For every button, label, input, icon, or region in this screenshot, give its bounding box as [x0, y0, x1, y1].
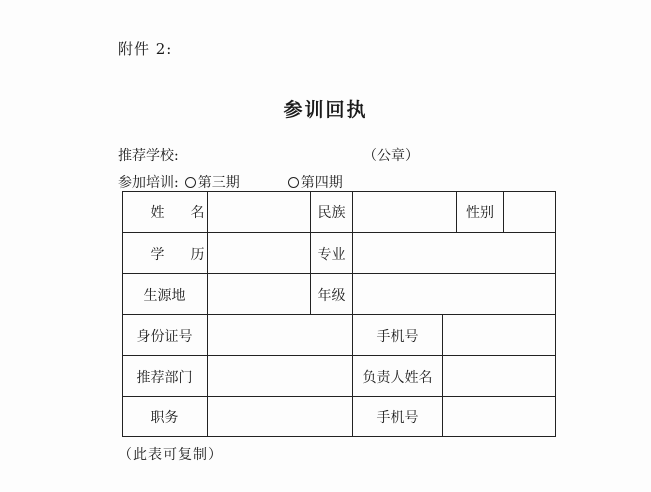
major-input[interactable] [353, 233, 556, 274]
seal-label: （公章） [363, 148, 419, 164]
major-label: 专业 [317, 246, 346, 263]
origin-label: 生源地 [143, 287, 186, 304]
phone-input[interactable] [443, 315, 556, 356]
phone-label: 手机号 [376, 328, 419, 345]
option-fourth-label: 第四期 [300, 175, 343, 191]
department-input[interactable] [208, 356, 352, 397]
ethnicity-label: 民族 [317, 204, 346, 221]
contact-phone-label: 手机号 [376, 410, 419, 426]
name-input[interactable] [208, 191, 310, 232]
footnote: （此表可复制） [118, 447, 223, 463]
education-label: 学历 [150, 246, 231, 263]
training-row [118, 172, 343, 192]
gender-input[interactable] [504, 191, 556, 232]
grade-input[interactable] [353, 274, 556, 315]
education-input[interactable] [208, 233, 310, 274]
training-label: 参加培训: [118, 175, 179, 191]
option-third-label: 第三期 [197, 175, 240, 191]
option-fourth-session[interactable] [288, 172, 343, 192]
contact-person-label: 负责人姓名 [362, 369, 433, 386]
gender-label: 性别 [466, 204, 494, 221]
name-label: 姓名 [150, 204, 231, 221]
contact-person-input[interactable] [443, 356, 556, 397]
department-label: 推荐部门 [136, 369, 193, 386]
attachment-label: 附件 2: [118, 40, 173, 58]
position-label: 职务 [150, 410, 179, 426]
origin-input[interactable] [208, 274, 310, 315]
id-number-input[interactable] [208, 315, 352, 356]
registration-table [122, 191, 556, 437]
option-third-session[interactable] [185, 172, 240, 192]
radio-circle-icon[interactable] [185, 177, 196, 188]
contact-phone-input[interactable] [443, 397, 556, 437]
radio-circle-icon[interactable] [288, 177, 299, 188]
id-number-label: 身份证号 [136, 328, 193, 345]
grade-label: 年级 [317, 287, 346, 304]
recommend-school-label: 推荐学校: [118, 148, 179, 164]
page-title: 参训回执 [283, 99, 368, 121]
ethnicity-input[interactable] [353, 191, 456, 232]
position-input[interactable] [208, 397, 352, 437]
